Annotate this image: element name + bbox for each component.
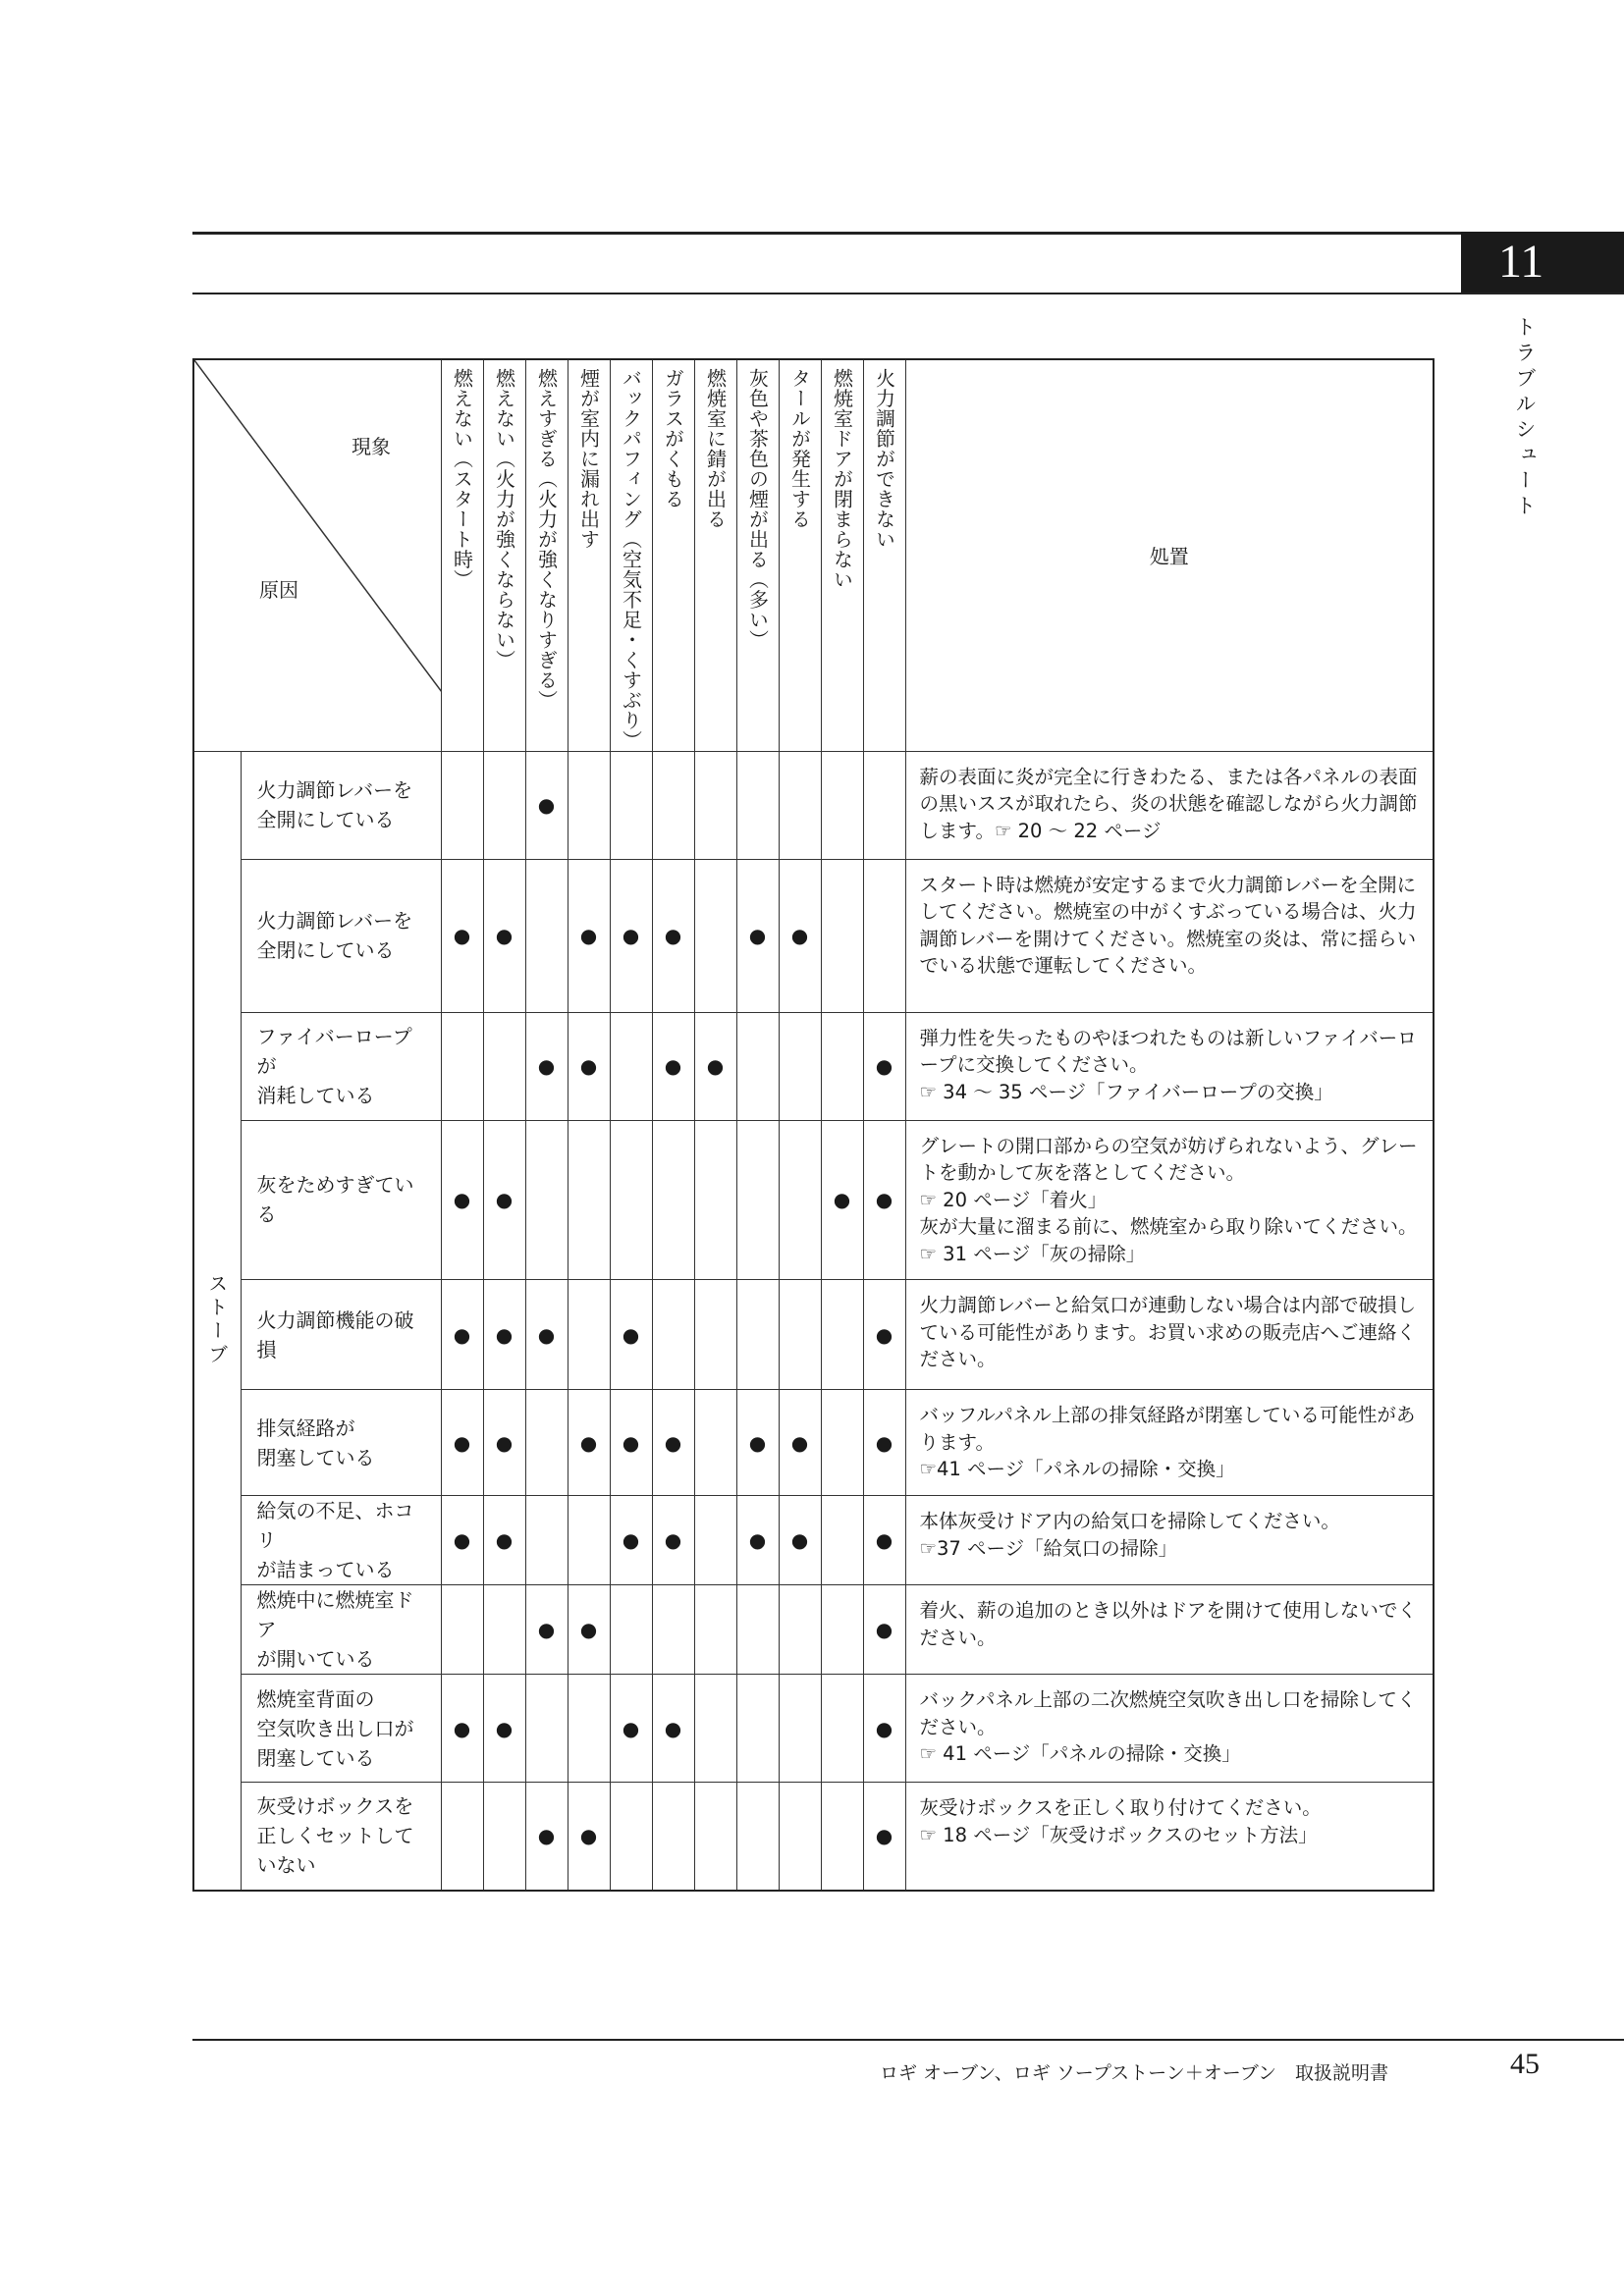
applies-dot: ● <box>495 1188 514 1212</box>
action-cell: 本体灰受けドア内の給気口を掃除してください。 ☞37 ページ「給気口の掃除」 <box>905 1496 1434 1585</box>
mark-cell <box>441 751 483 859</box>
action-cell: グレートの開口部からの空気が妨げられないよう、グレートを動かして灰を落としてください。 ☞ 20 ページ「着火」 灰が大量に溜まる前に、燃焼室から取り除いてください。 ☞ 31 ページ「灰の掃除」 <box>905 1120 1434 1280</box>
mark-cell <box>568 1675 610 1783</box>
action-cell: 弾力性を失ったものやほつれたものは新しいファイバーロープに交換してください。 ☞ 34 ～ 35 ページ「ファイバーロープの交換」 <box>905 1012 1434 1120</box>
mark-cell <box>694 1120 736 1280</box>
mark-cell <box>525 1585 568 1675</box>
mark-cell <box>736 1390 779 1496</box>
symptom-header: 燃えない（火力が強くならない） <box>483 359 525 751</box>
mark-cell <box>694 1496 736 1585</box>
mark-cell <box>863 859 905 1012</box>
mark-cell <box>863 1783 905 1891</box>
applies-dot: ● <box>453 1322 471 1347</box>
mark-cell <box>568 1783 610 1891</box>
applies-dot: ● <box>453 1528 471 1552</box>
footer-title: ロギ オーブン、ロギ ソープストーン＋オーブン 取扱説明書 <box>879 2062 1388 2084</box>
applies-dot: ● <box>875 1824 893 1848</box>
mark-cell <box>483 1585 525 1675</box>
symptom-header: ガラスがくもる <box>652 359 694 751</box>
mark-cell <box>441 1675 483 1783</box>
mark-cell <box>694 1390 736 1496</box>
mark-cell <box>652 1585 694 1675</box>
symptom-header: バックパフィング（空気不足・くすぶり） <box>610 359 652 751</box>
cause-cell: 火力調節レバーを 全開にしている <box>241 751 441 859</box>
symptom-corner-label: 現象 <box>352 435 391 458</box>
mark-cell <box>441 1390 483 1496</box>
mark-cell <box>483 1120 525 1280</box>
mark-cell <box>779 859 821 1012</box>
applies-dot: ● <box>875 1716 893 1740</box>
applies-dot: ● <box>748 924 767 947</box>
mark-cell <box>441 1585 483 1675</box>
mark-cell <box>863 1390 905 1496</box>
applies-dot: ● <box>790 924 809 947</box>
table-row <box>193 1280 1434 1390</box>
mark-cell <box>525 1012 568 1120</box>
mark-cell <box>610 1585 652 1675</box>
mark-cell <box>736 859 779 1012</box>
mark-cell <box>694 1012 736 1120</box>
section-label: トラブルシュート <box>1513 316 1537 520</box>
applies-dot: ● <box>579 1824 598 1848</box>
cause-cell: 燃焼中に燃焼室ドア が開いている <box>241 1585 441 1675</box>
mark-cell <box>652 1783 694 1891</box>
mark-cell <box>821 1675 863 1783</box>
action-cell: バックパネル上部の二次燃焼空気吹き出し口を掃除してください。 ☞ 41 ページ「パネルの掃除・交換」 <box>905 1675 1434 1783</box>
table-row <box>193 1783 1434 1891</box>
mark-cell <box>610 1675 652 1783</box>
mark-cell <box>483 859 525 1012</box>
mark-cell <box>821 1012 863 1120</box>
mark-cell <box>694 859 736 1012</box>
group-label: ストーブ <box>204 1273 229 1367</box>
mark-cell <box>779 1675 821 1783</box>
mark-cell <box>736 1280 779 1390</box>
mark-cell <box>483 1675 525 1783</box>
mark-cell <box>863 751 905 859</box>
table-row <box>193 1585 1434 1675</box>
symptom-header: 燃えすぎる（火力が強くなりすぎる） <box>525 359 568 751</box>
mark-cell <box>525 1783 568 1891</box>
mark-cell <box>779 1783 821 1891</box>
mark-cell <box>779 1012 821 1120</box>
footer-rule <box>192 2039 1624 2041</box>
applies-dot: ● <box>537 1824 556 1848</box>
mark-cell <box>736 1585 779 1675</box>
applies-dot: ● <box>622 1716 640 1740</box>
cause-cell: 火力調節機能の破損 <box>241 1280 441 1390</box>
symptom-header: 煙が室内に漏れ出す <box>568 359 610 751</box>
applies-dot: ● <box>622 1322 640 1347</box>
table-row <box>193 1120 1434 1280</box>
mark-cell <box>441 1280 483 1390</box>
mark-cell <box>821 1280 863 1390</box>
applies-dot: ● <box>537 1322 556 1347</box>
mark-cell <box>821 1120 863 1280</box>
mark-cell <box>525 1120 568 1280</box>
mark-cell <box>779 1585 821 1675</box>
applies-dot: ● <box>875 1322 893 1347</box>
header-rule <box>192 293 1624 294</box>
mark-cell <box>525 859 568 1012</box>
applies-dot: ● <box>664 1716 682 1740</box>
mark-cell <box>821 1496 863 1585</box>
mark-cell <box>736 1675 779 1783</box>
applies-dot: ● <box>495 1322 514 1347</box>
applies-dot: ● <box>622 1528 640 1552</box>
applies-dot: ● <box>875 1430 893 1455</box>
mark-cell <box>568 1120 610 1280</box>
mark-cell <box>441 1496 483 1585</box>
applies-dot: ● <box>495 924 514 947</box>
mark-cell <box>736 751 779 859</box>
mark-cell <box>821 1585 863 1675</box>
applies-dot: ● <box>875 1528 893 1552</box>
mark-cell <box>441 859 483 1012</box>
mark-cell <box>610 1280 652 1390</box>
mark-cell <box>736 1012 779 1120</box>
mark-cell <box>736 1496 779 1585</box>
mark-cell <box>441 1120 483 1280</box>
applies-dot: ● <box>875 1054 893 1078</box>
applies-dot: ● <box>748 1528 767 1552</box>
header-row <box>193 359 1434 751</box>
applies-dot: ● <box>875 1618 893 1641</box>
cause-cell: 排気経路が 閉塞している <box>241 1390 441 1496</box>
symptom-header: 燃焼室に錆が出る <box>694 359 736 751</box>
mark-cell <box>694 1585 736 1675</box>
mark-cell <box>610 1783 652 1891</box>
applies-dot: ● <box>453 924 471 947</box>
corner-cell <box>193 359 441 751</box>
mark-cell <box>694 1280 736 1390</box>
mark-cell <box>652 1390 694 1496</box>
table-row <box>193 1012 1434 1120</box>
applies-dot: ● <box>495 1716 514 1740</box>
applies-dot: ● <box>579 1618 598 1641</box>
mark-cell <box>779 751 821 859</box>
cause-cell: 灰受けボックスを 正しくセットして いない <box>241 1783 441 1891</box>
applies-dot: ● <box>495 1430 514 1455</box>
action-cell: スタート時は燃焼が安定するまで火力調節レバーを全開にしてください。燃焼室の中がくすぶっている場合は、火力調節レバーを開けてください。燃焼室の炎は、常に揺らいでいる状態で運転してください。 <box>905 859 1434 1012</box>
mark-cell <box>736 1783 779 1891</box>
mark-cell <box>736 1120 779 1280</box>
applies-dot: ● <box>537 1054 556 1078</box>
applies-dot: ● <box>664 1054 682 1078</box>
mark-cell <box>525 751 568 859</box>
applies-dot: ● <box>579 1054 598 1078</box>
action-cell: 着火、薪の追加のとき以外はドアを開けて使用しないでください。 <box>905 1585 1434 1675</box>
table-row <box>193 1390 1434 1496</box>
mark-cell <box>568 1012 610 1120</box>
mark-cell <box>610 1120 652 1280</box>
cause-cell: 給気の不足、ホコリ が詰まっている <box>241 1496 441 1585</box>
symptom-header: タールが発生する <box>779 359 821 751</box>
mark-cell <box>483 751 525 859</box>
symptom-header: 燃焼室ドアが閉まらない <box>821 359 863 751</box>
mark-cell <box>694 1675 736 1783</box>
mark-cell <box>525 1390 568 1496</box>
mark-cell <box>568 859 610 1012</box>
mark-cell <box>483 1390 525 1496</box>
applies-dot: ● <box>537 1618 556 1641</box>
table-row <box>193 859 1434 1012</box>
action-cell: バッフルパネル上部の排気経路が閉塞している可能性があります。 ☞41 ページ「パネルの掃除・交換」 <box>905 1390 1434 1496</box>
applies-dot: ● <box>495 1528 514 1552</box>
mark-cell <box>863 1280 905 1390</box>
symptom-header: 燃えない（スタート時） <box>441 359 483 751</box>
table-row <box>193 751 1434 859</box>
mark-cell <box>652 1280 694 1390</box>
applies-dot: ● <box>875 1188 893 1212</box>
mark-cell <box>441 1783 483 1891</box>
mark-cell <box>483 1496 525 1585</box>
action-cell: 火力調節レバーと給気口が連動しない場合は内部で破損している可能性があります。お買い求めの販売店へご連絡ください。 <box>905 1280 1434 1390</box>
applies-dot: ● <box>748 1430 767 1455</box>
troubleshooting-table <box>192 358 1435 1892</box>
mark-cell <box>779 1280 821 1390</box>
action-cell: 灰受けボックスを正しく取り付けてください。 ☞ 18 ページ「灰受けボックスのセット方法」 <box>905 1783 1434 1891</box>
applies-dot: ● <box>453 1716 471 1740</box>
mark-cell <box>652 751 694 859</box>
mark-cell <box>821 751 863 859</box>
diagonal-divider <box>194 360 442 692</box>
mark-cell <box>779 1120 821 1280</box>
applies-dot: ● <box>579 924 598 947</box>
mark-cell <box>694 751 736 859</box>
mark-cell <box>610 859 652 1012</box>
mark-cell <box>610 1390 652 1496</box>
table-row <box>193 1496 1434 1585</box>
applies-dot: ● <box>622 924 640 947</box>
table-row <box>193 1675 1434 1783</box>
mark-cell <box>568 1496 610 1585</box>
applies-dot: ● <box>453 1188 471 1212</box>
mark-cell <box>525 1280 568 1390</box>
group-cell <box>193 751 241 1891</box>
mark-cell <box>821 1390 863 1496</box>
mark-cell <box>821 859 863 1012</box>
applies-dot: ● <box>790 1528 809 1552</box>
applies-dot: ● <box>622 1430 640 1455</box>
mark-cell <box>652 1675 694 1783</box>
mark-cell <box>483 1280 525 1390</box>
mark-cell <box>610 751 652 859</box>
symptom-header: 灰色や茶色の煙が出る（多い） <box>736 359 779 751</box>
mark-cell <box>568 1390 610 1496</box>
applies-dot: ● <box>664 924 682 947</box>
symptom-header: 火力調節ができない <box>863 359 905 751</box>
applies-dot: ● <box>790 1430 809 1455</box>
mark-cell <box>779 1496 821 1585</box>
mark-cell <box>652 1496 694 1585</box>
mark-cell <box>568 751 610 859</box>
applies-dot: ● <box>453 1430 471 1455</box>
top-rule <box>192 232 1624 235</box>
mark-cell <box>821 1783 863 1891</box>
applies-dot: ● <box>664 1430 682 1455</box>
action-header: 処置 <box>905 359 1434 751</box>
mark-cell <box>694 1783 736 1891</box>
mark-cell <box>610 1012 652 1120</box>
mark-cell <box>863 1120 905 1280</box>
mark-cell <box>652 1120 694 1280</box>
page-number: 45 <box>1510 2048 1540 2080</box>
mark-cell <box>863 1675 905 1783</box>
cause-cell: 火力調節レバーを 全閉にしている <box>241 859 441 1012</box>
applies-dot: ● <box>664 1528 682 1552</box>
applies-dot: ● <box>833 1188 851 1212</box>
applies-dot: ● <box>537 793 556 817</box>
mark-cell <box>863 1012 905 1120</box>
cause-cell: 燃焼室背面の 空気吹き出し口が 閉塞している <box>241 1675 441 1783</box>
mark-cell <box>863 1585 905 1675</box>
mark-cell <box>568 1585 610 1675</box>
action-cell: 薪の表面に炎が完全に行きわたる、または各パネルの表面の黒いススが取れたら、炎の状態を確認しながら火力調節します。☞ 20 ～ 22 ページ <box>905 751 1434 859</box>
cause-cell: 灰をためすぎている <box>241 1120 441 1280</box>
mark-cell <box>483 1783 525 1891</box>
mark-cell <box>652 859 694 1012</box>
applies-dot: ● <box>579 1430 598 1455</box>
mark-cell <box>483 1012 525 1120</box>
mark-cell <box>779 1390 821 1496</box>
mark-cell <box>610 1496 652 1585</box>
cause-corner-label: 原因 <box>259 578 298 602</box>
chapter-number: 11 <box>1461 232 1624 293</box>
mark-cell <box>652 1012 694 1120</box>
mark-cell <box>525 1675 568 1783</box>
applies-dot: ● <box>706 1054 725 1078</box>
mark-cell <box>525 1496 568 1585</box>
mark-cell <box>568 1280 610 1390</box>
cause-cell: ファイバーロープが 消耗している <box>241 1012 441 1120</box>
mark-cell <box>863 1496 905 1585</box>
mark-cell <box>441 1012 483 1120</box>
